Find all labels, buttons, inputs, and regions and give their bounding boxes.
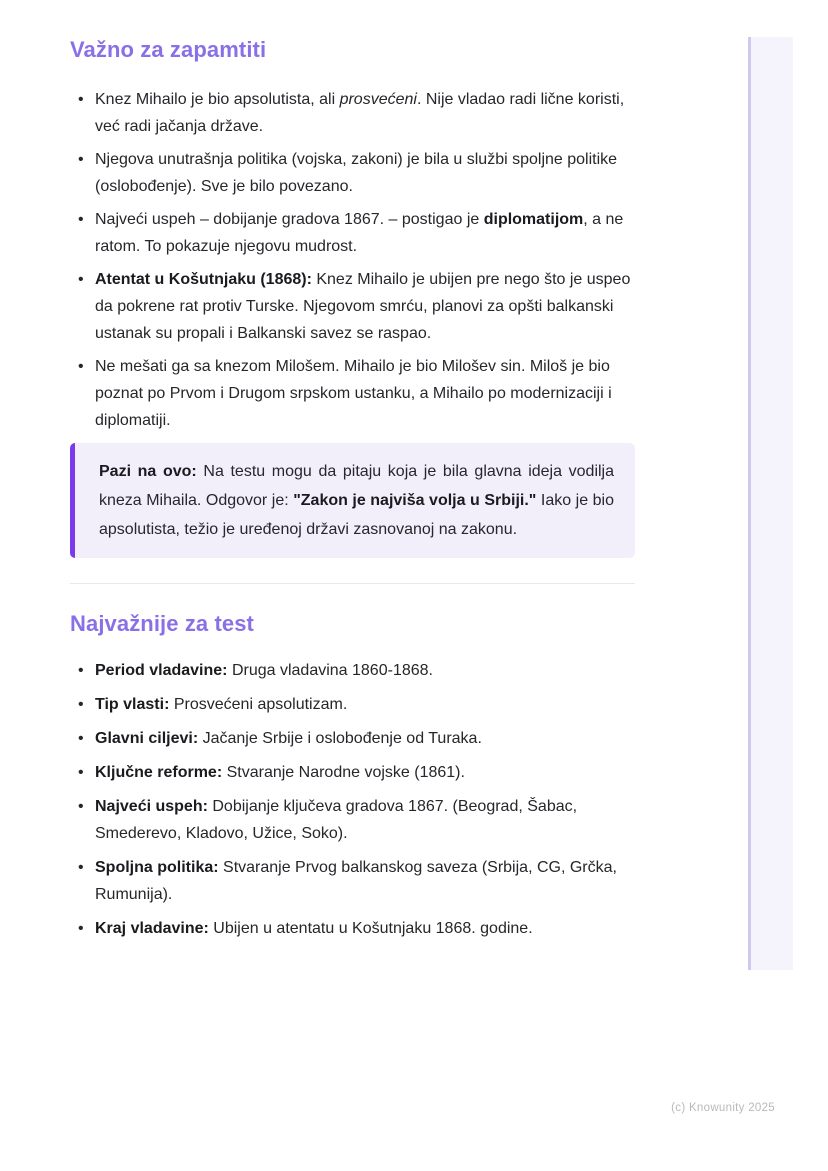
text-segment: Stvaranje Narodne vojske (1861). (226, 764, 465, 781)
list-item (70, 759, 635, 786)
text-segment: Tip vlasti: (95, 696, 174, 713)
section-title-test: Najvažnije za test (70, 611, 254, 636)
list-item (70, 206, 635, 260)
text-segment: Dobijanje ključeva gradova 1867. (Beograd, Šabac, Smederevo, Kladovo, Užice, Soko). (95, 798, 578, 842)
text-segment: Ubijen u atentatu u Košutnjaku 1868. godine. (213, 920, 533, 937)
text-segment: Period vladavine: (95, 662, 232, 679)
section-divider (70, 583, 635, 584)
list-item (70, 915, 635, 942)
text-segment: Ključne reforme: (95, 764, 227, 781)
text-segment: Iako je bio apsolutista, težio je uređenoj državi zasnovanoj na zakonu. (99, 492, 615, 538)
text-segment: diplomatijom (483, 211, 584, 228)
list-item (70, 854, 635, 908)
bullet-list-important (70, 86, 635, 434)
list-item (70, 793, 635, 847)
text-segment: Knez Mihailo je ubijen pre nego što je uspeo da pokrene rat protiv Turske. Njegovom smrću, planovi za opšti balkanski ustanak su propali i Balkanski savez se raspao. (95, 271, 631, 342)
text-segment: Glavni ciljevi: (95, 730, 203, 747)
text-segment: Najveći uspeh – dobijanje gradova 1867. – postigao je (95, 211, 484, 228)
copyright-footer: (c) Knowunity 2025 (671, 1102, 775, 1114)
text-segment: Stvaranje Prvog balkanskog saveza (Srbija, CG, Grčka, Rumunija). (95, 859, 617, 903)
list-item (70, 353, 635, 434)
text-segment: . Nije vladao radi lične koristi, već radi jačanja države. (95, 91, 625, 135)
bullet-list-test (70, 657, 635, 942)
text-segment: Druga vladavina 1860-1868. (231, 662, 433, 679)
text-segment: Na testu mogu da pitaju koja je bila glavna ideja vodilja kneza Mihaila. Odgovor je: (99, 463, 615, 509)
list-item (70, 657, 635, 684)
text-segment: Ne mešati ga sa knezom Milošem. Mihailo je bio Milošev sin. Miloš je bio poznat po Prvom i Drugom srpskom ustanku, a Mihailo po modernizaciji i diplomatiji. (95, 358, 612, 429)
list-item (70, 86, 635, 140)
list-item (70, 266, 635, 347)
text-segment: Najveći uspeh: (95, 798, 213, 815)
list-item (70, 146, 635, 200)
text-segment: Kraj vladavine: (95, 920, 214, 937)
next-page-edge (748, 37, 793, 970)
text-segment: Njegova unutrašnja politika (vojska, zakoni) je bila u službi spoljne politike (oslobođenje). Sve je bilo povezano. (95, 151, 618, 195)
list-item (70, 691, 635, 718)
section-title-important: Važno za zapamtiti (70, 37, 267, 62)
callout-text (99, 457, 614, 544)
text-segment: prosvećeni (339, 91, 417, 108)
text-segment: Jačanje Srbije i oslobođenje od Turaka. (202, 730, 482, 747)
list-item (70, 725, 635, 752)
text-segment: , a ne ratom. To pokazuje njegovu mudrost. (95, 211, 624, 255)
text-segment: "Zakon je najviša volja u Srbiji." (293, 492, 537, 509)
text-segment: Atentat u Košutnjaku (1868): (95, 271, 317, 288)
text-segment: Spoljna politika: (95, 859, 224, 876)
text-segment: Knez Mihailo je bio apsolutista, ali (95, 91, 340, 108)
text-segment: Prosvećeni apsolutizam. (173, 696, 348, 713)
callout-box (70, 443, 635, 558)
note-content (70, 36, 635, 949)
text-segment: Pazi na ovo: (99, 463, 204, 480)
